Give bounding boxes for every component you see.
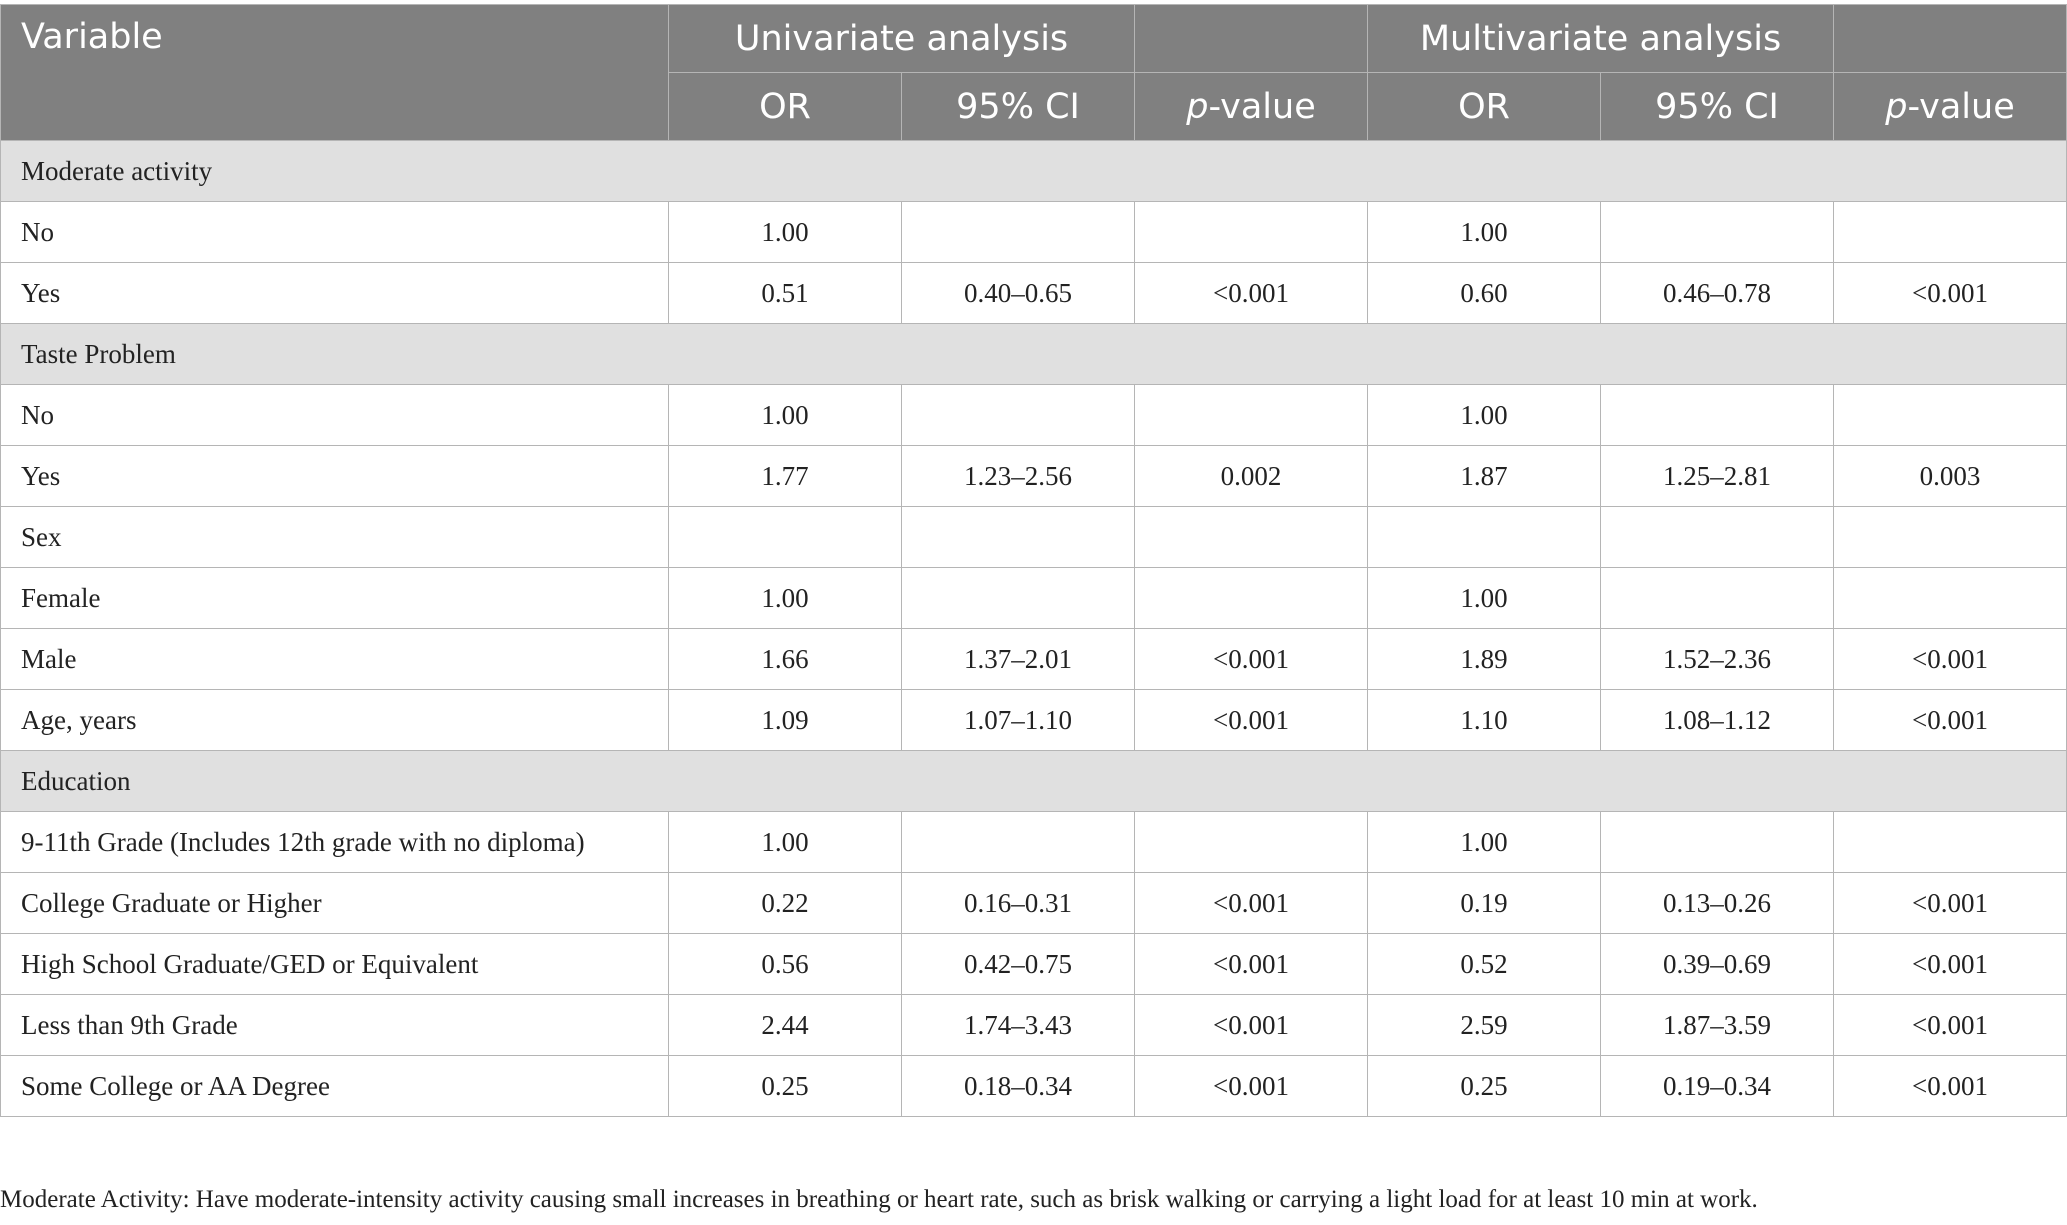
row-label: Male xyxy=(1,629,669,690)
multivariate-p-header xyxy=(1834,73,2067,141)
row-label: Less than 9th Grade xyxy=(1,995,669,1056)
multivariate-ci-cell xyxy=(1601,202,1834,263)
univariate-ci-header: 95% CI xyxy=(902,73,1135,141)
table-row xyxy=(1,385,2067,446)
table-row xyxy=(1,690,2067,751)
p-suffix: -value xyxy=(1907,86,2015,127)
multivariate-p-cell: <0.001 xyxy=(1834,873,2067,934)
univariate-or-cell: 0.56 xyxy=(669,934,902,995)
univariate-or-cell: 1.09 xyxy=(669,690,902,751)
univariate-or-cell: 1.00 xyxy=(669,812,902,873)
univariate-p-header xyxy=(1135,73,1368,141)
univariate-ci-cell: 1.07–1.10 xyxy=(902,690,1135,751)
multivariate-or-cell: 1.00 xyxy=(1368,568,1601,629)
multivariate-header-blank xyxy=(1834,5,2067,73)
row-label: Sex xyxy=(1,507,669,568)
univariate-p-cell xyxy=(1135,385,1368,446)
group-label: Moderate activity xyxy=(1,141,2067,202)
univariate-ci-cell: 1.37–2.01 xyxy=(902,629,1135,690)
multivariate-or-cell: 2.59 xyxy=(1368,995,1601,1056)
univariate-ci-cell xyxy=(902,568,1135,629)
univariate-or-cell: 1.66 xyxy=(669,629,902,690)
table-row xyxy=(1,873,2067,934)
multivariate-p-cell: 0.003 xyxy=(1834,446,2067,507)
table-footnote: Moderate Activity: Have moderate-intensity activity causing small increases in breathing or heart rate, such as brisk walking or carrying a light load for at least 10 min at work. xyxy=(0,1186,1758,1213)
univariate-ci-cell xyxy=(902,507,1135,568)
table-row xyxy=(1,568,2067,629)
multivariate-p-cell: <0.001 xyxy=(1834,1056,2067,1117)
group-label: Education xyxy=(1,751,2067,812)
univariate-p-cell: <0.001 xyxy=(1135,934,1368,995)
multivariate-or-cell: 0.52 xyxy=(1368,934,1601,995)
univariate-ci-cell xyxy=(902,385,1135,446)
multivariate-p-cell xyxy=(1834,202,2067,263)
multivariate-ci-cell: 1.08–1.12 xyxy=(1601,690,1834,751)
table-row xyxy=(1,995,2067,1056)
multivariate-ci-cell xyxy=(1601,507,1834,568)
multivariate-p-cell xyxy=(1834,812,2067,873)
table-row xyxy=(1,446,2067,507)
group-label: Taste Problem xyxy=(1,324,2067,385)
p-letter: p xyxy=(1885,86,1908,127)
row-label: No xyxy=(1,202,669,263)
multivariate-ci-cell xyxy=(1601,385,1834,446)
multivariate-p-cell xyxy=(1834,507,2067,568)
univariate-or-cell xyxy=(669,507,902,568)
multivariate-ci-cell: 0.39–0.69 xyxy=(1601,934,1834,995)
multivariate-p-cell xyxy=(1834,385,2067,446)
univariate-p-cell xyxy=(1135,568,1368,629)
multivariate-p-cell: <0.001 xyxy=(1834,690,2067,751)
multivariate-or-cell: 0.25 xyxy=(1368,1056,1601,1117)
univariate-p-cell: <0.001 xyxy=(1135,690,1368,751)
multivariate-or-cell xyxy=(1368,507,1601,568)
univariate-ci-cell xyxy=(902,812,1135,873)
univariate-or-cell: 1.00 xyxy=(669,202,902,263)
multivariate-or-cell: 1.00 xyxy=(1368,385,1601,446)
row-label: Age, years xyxy=(1,690,669,751)
table-row xyxy=(1,934,2067,995)
univariate-or-cell: 1.00 xyxy=(669,385,902,446)
multivariate-ci-cell: 0.46–0.78 xyxy=(1601,263,1834,324)
table-row xyxy=(1,812,2067,873)
multivariate-or-cell: 1.87 xyxy=(1368,446,1601,507)
univariate-or-cell: 1.00 xyxy=(669,568,902,629)
univariate-or-cell: 0.51 xyxy=(669,263,902,324)
row-label: Some College or AA Degree xyxy=(1,1056,669,1117)
multivariate-ci-header: 95% CI xyxy=(1601,73,1834,141)
multivariate-or-cell: 0.60 xyxy=(1368,263,1601,324)
table-row xyxy=(1,507,2067,568)
table-row xyxy=(1,263,2067,324)
multivariate-ci-cell xyxy=(1601,812,1834,873)
univariate-p-cell: <0.001 xyxy=(1135,1056,1368,1117)
table-body xyxy=(1,141,2067,1117)
multivariate-p-cell: <0.001 xyxy=(1834,263,2067,324)
multivariate-ci-cell: 0.13–0.26 xyxy=(1601,873,1834,934)
univariate-p-cell: <0.001 xyxy=(1135,263,1368,324)
univariate-or-cell: 1.77 xyxy=(669,446,902,507)
row-label: Yes xyxy=(1,446,669,507)
header-row-top xyxy=(1,5,2067,73)
univariate-p-cell: 0.002 xyxy=(1135,446,1368,507)
univariate-or-cell: 0.22 xyxy=(669,873,902,934)
table-row xyxy=(1,629,2067,690)
univariate-or-header: OR xyxy=(669,73,902,141)
row-label: No xyxy=(1,385,669,446)
univariate-or-cell: 2.44 xyxy=(669,995,902,1056)
row-label: High School Graduate/GED or Equivalent xyxy=(1,934,669,995)
row-label: College Graduate or Higher xyxy=(1,873,669,934)
univariate-ci-cell: 1.74–3.43 xyxy=(902,995,1135,1056)
multivariate-ci-cell: 1.25–2.81 xyxy=(1601,446,1834,507)
group-row xyxy=(1,751,2067,812)
multivariate-p-cell: <0.001 xyxy=(1834,934,2067,995)
univariate-ci-cell: 0.40–0.65 xyxy=(902,263,1135,324)
multivariate-header: Multivariate analysis xyxy=(1368,5,1834,73)
group-row xyxy=(1,141,2067,202)
univariate-ci-cell: 0.42–0.75 xyxy=(902,934,1135,995)
row-label: Female xyxy=(1,568,669,629)
univariate-or-cell: 0.25 xyxy=(669,1056,902,1117)
row-label: 9-11th Grade (Includes 12th grade with no diploma) xyxy=(1,812,669,873)
univariate-p-cell xyxy=(1135,202,1368,263)
multivariate-or-cell: 1.00 xyxy=(1368,812,1601,873)
multivariate-p-cell: <0.001 xyxy=(1834,629,2067,690)
multivariate-ci-cell: 1.87–3.59 xyxy=(1601,995,1834,1056)
univariate-ci-cell: 0.16–0.31 xyxy=(902,873,1135,934)
regression-table xyxy=(0,4,2067,1117)
univariate-p-cell xyxy=(1135,812,1368,873)
multivariate-or-cell: 1.89 xyxy=(1368,629,1601,690)
multivariate-or-cell: 1.00 xyxy=(1368,202,1601,263)
univariate-p-cell xyxy=(1135,507,1368,568)
table-row xyxy=(1,202,2067,263)
univariate-ci-cell: 1.23–2.56 xyxy=(902,446,1135,507)
p-suffix: -value xyxy=(1208,86,1316,127)
multivariate-or-header: OR xyxy=(1368,73,1601,141)
univariate-ci-cell: 0.18–0.34 xyxy=(902,1056,1135,1117)
multivariate-ci-cell: 0.19–0.34 xyxy=(1601,1056,1834,1117)
multivariate-p-cell: <0.001 xyxy=(1834,995,2067,1056)
multivariate-ci-cell xyxy=(1601,568,1834,629)
table-row xyxy=(1,1056,2067,1117)
multivariate-ci-cell: 1.52–2.36 xyxy=(1601,629,1834,690)
p-letter: p xyxy=(1186,86,1209,127)
multivariate-p-cell xyxy=(1834,568,2067,629)
univariate-p-cell: <0.001 xyxy=(1135,995,1368,1056)
group-row xyxy=(1,324,2067,385)
univariate-header-blank xyxy=(1135,5,1368,73)
univariate-ci-cell xyxy=(902,202,1135,263)
variable-header: Variable xyxy=(1,5,669,141)
univariate-p-cell: <0.001 xyxy=(1135,873,1368,934)
row-label: Yes xyxy=(1,263,669,324)
multivariate-or-cell: 0.19 xyxy=(1368,873,1601,934)
univariate-p-cell: <0.001 xyxy=(1135,629,1368,690)
multivariate-or-cell: 1.10 xyxy=(1368,690,1601,751)
univariate-header: Univariate analysis xyxy=(669,5,1135,73)
